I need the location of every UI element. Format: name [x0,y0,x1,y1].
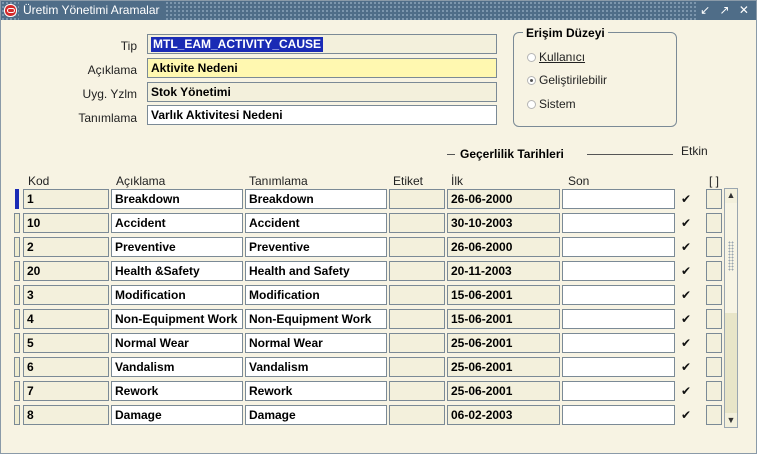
table-row[interactable] [1,283,757,307]
kod-cell[interactable]: 1 [23,189,109,209]
radio-selected-icon [527,76,536,85]
aciklama-cell[interactable]: Preventive [111,237,243,257]
col-header-extra: [ ] [709,174,720,188]
tanimlama-cell[interactable]: Damage [245,405,387,425]
etkin-checkbox[interactable]: ✔ [680,264,692,278]
etiket-cell[interactable] [389,405,445,425]
tanimlama-field[interactable]: Varlık Aktivitesi Nedeni [147,105,497,125]
son-date-cell[interactable] [562,333,675,353]
kod-cell[interactable]: 6 [23,357,109,377]
tanimlama-cell[interactable]: Rework [245,381,387,401]
table-row[interactable] [1,355,757,379]
aciklama-field[interactable]: Aktivite Nedeni [147,58,497,78]
etiket-cell[interactable] [389,213,445,233]
etiket-cell[interactable] [389,285,445,305]
son-date-cell[interactable] [562,213,675,233]
row-indicator[interactable] [14,381,20,401]
window-controls[interactable]: ↙ ↗ ✕ [696,1,756,20]
table-row[interactable] [1,259,757,283]
aciklama-cell[interactable]: Breakdown [111,189,243,209]
son-date-cell[interactable] [562,285,675,305]
tanimlama-cell[interactable]: Vandalism [245,357,387,377]
etiket-cell[interactable] [389,333,445,353]
radio-label: Geliştirilebilir [539,73,608,87]
table-row[interactable] [1,307,757,331]
kod-cell[interactable]: 10 [23,213,109,233]
table-row[interactable] [1,379,757,403]
etiket-cell[interactable] [389,357,445,377]
etkin-checkbox[interactable]: ✔ [680,336,692,350]
etkin-checkbox[interactable]: ✔ [680,288,692,302]
row-indicator[interactable] [14,357,20,377]
uyg-yzlm-label: Uyg. Yzlm [82,87,137,101]
descriptive-flexfield-cell[interactable] [706,405,722,425]
radio-gelistirilebilir[interactable] [527,73,607,87]
descriptive-flexfield-cell[interactable] [706,213,722,233]
etkin-checkbox[interactable]: ✔ [680,216,692,230]
descriptive-flexfield-cell[interactable] [706,309,722,329]
uyg-yzlm-field[interactable]: Stok Yönetimi [147,82,497,102]
aciklama-cell[interactable]: Modification [111,285,243,305]
etkin-checkbox[interactable]: ✔ [680,360,692,374]
kod-cell[interactable]: 5 [23,333,109,353]
table-row[interactable] [1,235,757,259]
row-indicator[interactable] [14,405,20,425]
tanimlama-cell[interactable]: Accident [245,213,387,233]
ilk-date-cell[interactable]: 25-06-2001 [447,357,560,377]
table-row[interactable] [1,187,757,211]
son-date-cell[interactable] [562,381,675,401]
son-date-cell[interactable] [562,405,675,425]
scroll-down-icon[interactable]: ▼ [726,415,736,425]
etkin-checkbox[interactable]: ✔ [680,384,692,398]
ilk-date-cell[interactable]: 25-06-2001 [447,381,560,401]
kod-cell[interactable]: 2 [23,237,109,257]
ilk-date-cell[interactable]: 26-06-2000 [447,237,560,257]
tanimlama-cell[interactable]: Health and Safety [245,261,387,281]
tanimlama-cell[interactable]: Non-Equipment Work [245,309,387,329]
etkin-checkbox[interactable]: ✔ [680,312,692,326]
ilk-date-cell[interactable]: 15-06-2001 [447,285,560,305]
col-header-etkin: Etkin [681,144,708,158]
tanimlama-cell[interactable]: Normal Wear [245,333,387,353]
title-bar[interactable] [1,1,756,20]
descriptive-flexfield-cell[interactable] [706,333,722,353]
row-indicator[interactable] [14,237,20,257]
col-header-tanimlama: Tanımlama [249,174,308,188]
tanimlama-label: Tanımlama [78,111,137,125]
aciklama-cell[interactable]: Rework [111,381,243,401]
kod-cell[interactable]: 20 [23,261,109,281]
table-row[interactable] [1,403,757,427]
etiket-cell[interactable] [389,309,445,329]
descriptive-flexfield-cell[interactable] [706,189,722,209]
row-indicator[interactable] [14,333,20,353]
son-date-cell[interactable] [562,357,675,377]
radio-icon [527,100,536,109]
tip-value: MTL_EAM_ACTIVITY_CAUSE [153,37,322,51]
row-indicator[interactable] [14,309,20,329]
son-date-cell[interactable] [562,189,675,209]
scroll-track[interactable] [725,313,737,413]
aciklama-label: Açıklama [87,63,137,77]
descriptive-flexfield-cell[interactable] [706,285,722,305]
scroll-up-icon[interactable]: ▲ [726,190,736,200]
aciklama-cell[interactable]: Vandalism [111,357,243,377]
etiket-cell[interactable] [389,237,445,257]
access-level-title: Erişim Düzeyi [523,26,608,40]
ilk-date-cell[interactable]: 26-06-2000 [447,189,560,209]
etiket-cell[interactable] [389,261,445,281]
tip-label: Tip [120,39,137,53]
kod-cell[interactable]: 3 [23,285,109,305]
descriptive-flexfield-cell[interactable] [706,357,722,377]
tanimlama-cell[interactable]: Preventive [245,237,387,257]
ilk-date-cell[interactable]: 20-11-2003 [447,261,560,281]
etiket-cell[interactable] [389,381,445,401]
radio-kullanici[interactable] [527,50,585,64]
etiket-cell[interactable] [389,189,445,209]
aciklama-cell[interactable]: Normal Wear [111,333,243,353]
etkin-checkbox[interactable]: ✔ [680,240,692,254]
heading-divider [447,154,455,155]
etkin-checkbox[interactable]: ✔ [680,408,692,422]
scroll-grip-icon [728,241,734,271]
radio-label: Sistem [539,97,576,111]
aciklama-cell[interactable]: Accident [111,213,243,233]
ilk-date-cell[interactable]: 06-02-2003 [447,405,560,425]
table-row[interactable] [1,211,757,235]
col-header-kod: Kod [28,174,50,188]
kod-cell[interactable]: 4 [23,309,109,329]
aciklama-cell[interactable]: Damage [111,405,243,425]
aciklama-cell[interactable]: Non-Equipment Work [111,309,243,329]
col-header-ilk: İlk [451,174,463,188]
col-header-son: Son [568,174,590,188]
kod-cell[interactable]: 7 [23,381,109,401]
window-title: Üretim Yönetimi Aramalar [19,1,164,20]
heading-divider [587,154,673,155]
tanimlama-cell[interactable]: Breakdown [245,189,387,209]
son-date-cell[interactable] [562,309,675,329]
current-row-indicator[interactable] [15,189,19,209]
table-row[interactable] [1,331,757,355]
tip-field[interactable] [147,34,497,54]
aciklama-cell[interactable]: Health &Safety [111,261,243,281]
ilk-date-cell[interactable]: 25-06-2001 [447,333,560,353]
kod-cell[interactable]: 8 [23,405,109,425]
row-indicator[interactable] [14,213,20,233]
radio-sistem[interactable] [527,97,576,111]
etkin-checkbox[interactable]: ✔ [680,192,692,206]
descriptive-flexfield-cell[interactable] [706,381,722,401]
vertical-scrollbar[interactable] [724,188,738,428]
col-header-aciklama: Açıklama [116,174,166,188]
ilk-date-cell[interactable]: 30-10-2003 [447,213,560,233]
son-date-cell[interactable] [562,237,675,257]
tanimlama-cell[interactable]: Modification [245,285,387,305]
col-header-etiket: Etiket [393,174,424,188]
descriptive-flexfield-cell[interactable] [706,261,722,281]
descriptive-flexfield-cell[interactable] [706,237,722,257]
ilk-date-cell[interactable]: 15-06-2001 [447,309,560,329]
row-indicator[interactable] [14,285,20,305]
oracle-app-icon [4,4,17,17]
son-date-cell[interactable] [562,261,675,281]
radio-label: Kullanıcı [539,50,586,64]
radio-icon [527,53,536,62]
validity-dates-title: Geçerlilik Tarihleri [460,147,564,161]
row-indicator[interactable] [14,261,20,281]
